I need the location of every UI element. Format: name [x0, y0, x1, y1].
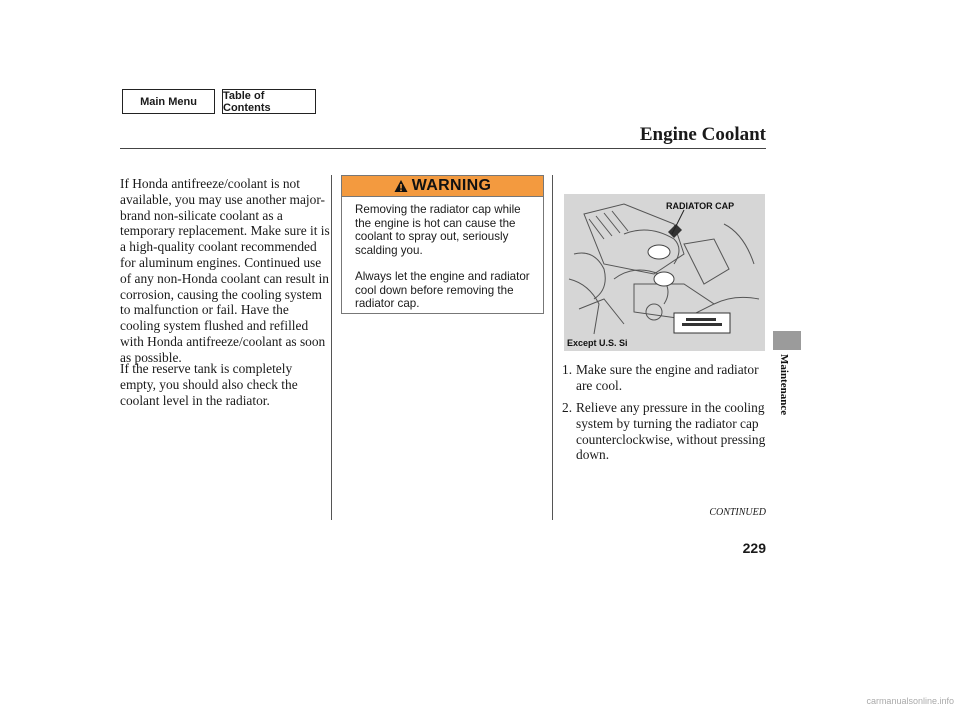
step-number: 2.: [562, 400, 573, 415]
column-divider: [331, 175, 332, 520]
table-of-contents-button[interactable]: Table of Contents: [222, 89, 316, 114]
step-item: [562, 400, 772, 463]
main-menu-button[interactable]: Main Menu: [122, 89, 215, 114]
step-text: Make sure the engine and radiator are cool.: [576, 362, 759, 393]
warning-header: [342, 176, 543, 197]
step-text: Relieve any pressure in the cooling system by turning the radiator cap counterclockwise, without pressing down.: [576, 400, 766, 463]
title-divider: [120, 148, 766, 149]
step-item: [562, 362, 772, 394]
figure-caption: Except U.S. Si: [567, 338, 628, 348]
column-divider: [552, 175, 553, 520]
page-number: 229: [742, 540, 766, 556]
continued-label: CONTINUED: [709, 507, 766, 518]
warning-label: WARNING: [411, 177, 492, 194]
watermark: carmanualsonline.info: [866, 696, 954, 706]
warning-box: [341, 175, 544, 314]
step-number: 1.: [562, 362, 573, 377]
section-title: Engine Coolant: [639, 124, 766, 145]
body-paragraph: If the reserve tank is completely empty, you should also check the coolant level in the radiator.: [120, 361, 298, 408]
warning-text: Always let the engine and radiator cool down before removing the radiator cap.: [355, 270, 530, 310]
section-tab-marker: [773, 331, 801, 350]
body-paragraph: If Honda antifreeze/coolant is not available, you may use another major-brand non-silicate coolant as a temporary replacement. Make sure it is a high-quality coolant recommended for aluminum engines. Continued use of any non-Honda coolant can result in corrosion, causing the cooling system to malfunction or fail. Have the cooling system flushed and refilled with Honda antifreeze/coolant as soon as possible.: [120, 176, 330, 365]
figure-callout: RADIATOR CAP: [666, 201, 735, 211]
engine-bay-illustration: [564, 194, 765, 351]
engine-bay-drawing: [564, 194, 765, 351]
warning-triangle-icon: [394, 179, 408, 193]
warning-text: Removing the radiator cap while the engine is hot can cause the coolant to spray out, seriously scalding you.: [355, 203, 521, 257]
section-tab-label: Maintenance: [778, 354, 790, 416]
